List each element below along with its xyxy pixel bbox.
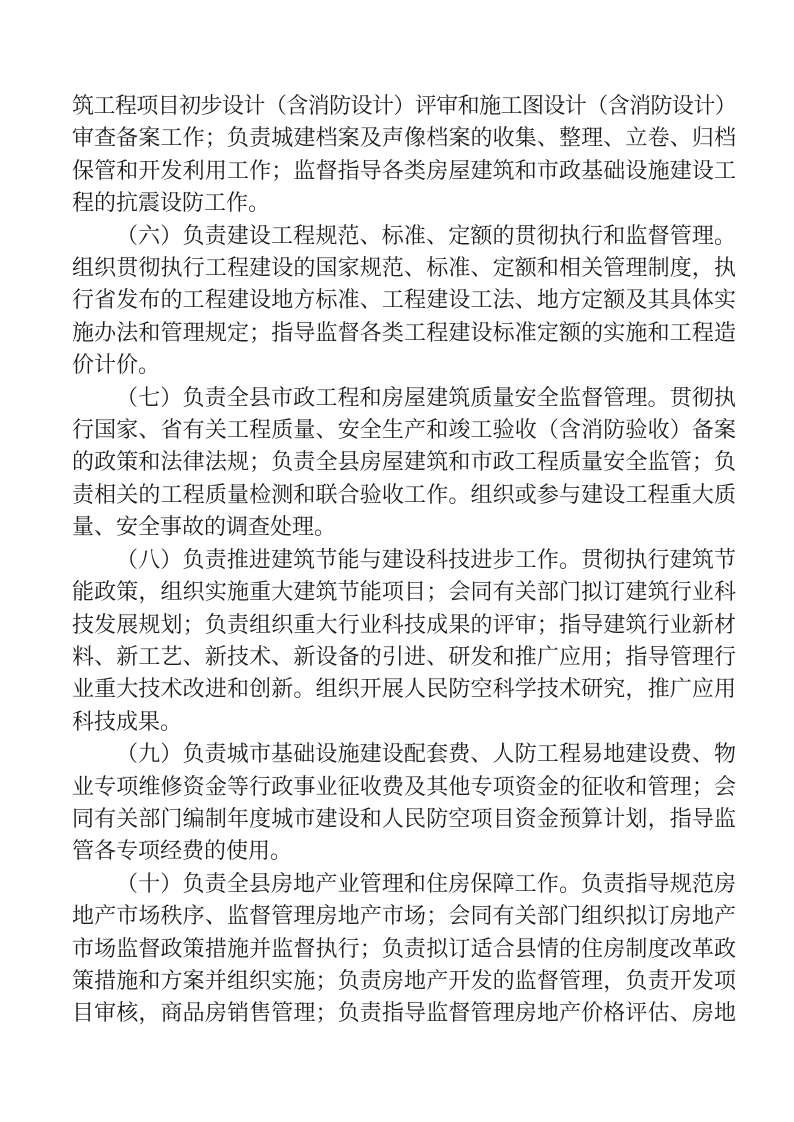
text-line: 责相关的工程质量检测和联合验收工作。组织或参与建设工程重大质 bbox=[72, 481, 736, 507]
para-continuation bbox=[72, 90, 736, 220]
text-line: 筑工程项目初步设计（含消防设计）评审和施工图设计（含消防设计） bbox=[72, 93, 736, 118]
document-body bbox=[72, 90, 736, 1030]
text-line: 目审核，商品房销售管理；负责指导监督管理房地产价格评估、房地 bbox=[72, 1000, 736, 1026]
text-line: 同有关部门编制年度城市建设和人民防空项目资金预算计划，指导监 bbox=[72, 805, 736, 831]
text-line: 行国家、省有关工程质量、安全生产和竣工验收（含消防验收）备案 bbox=[72, 417, 736, 443]
text-line: 审查备案工作；负责城建档案及声像档案的收集、整理、立卷、归档 bbox=[72, 125, 736, 151]
text-line: 量、安全事故的调查处理。 bbox=[72, 514, 337, 540]
text-line: 技发展规划；负责组织重大行业科技成果的评审；指导建筑行业新材 bbox=[72, 611, 736, 637]
text-line: 业专项维修资金等行政事业征收费及其他专项资金的征收和管理；会 bbox=[72, 773, 736, 799]
text-line: 管各专项经费的使用。 bbox=[72, 838, 293, 864]
para-item-8 bbox=[72, 544, 736, 738]
text-line: 程的抗震设防工作。 bbox=[72, 190, 271, 216]
text-line: （六）负责建设工程规范、标准、定额的贯彻执行和监督管理。 bbox=[116, 222, 736, 248]
text-line: 行省发布的工程建设地方标准、工程建设工法、地方定额及其具体实 bbox=[72, 287, 736, 313]
text-line: 施办法和管理规定；指导监督各类工程建设标准定额的实施和工程造 bbox=[72, 319, 736, 345]
text-line: 组织贯彻执行工程建设的国家规范、标准、定额和相关管理制度，执 bbox=[72, 255, 736, 281]
text-line: 能政策，组织实施重大建筑节能项目；会同有关部门拟订建筑行业科 bbox=[72, 579, 736, 605]
text-line: （七）负责全县市政工程和房屋建筑质量安全监督管理。贯彻执 bbox=[116, 384, 736, 410]
text-line: 科技成果。 bbox=[72, 708, 183, 734]
text-line: 地产市场秩序、监督管理房地产市场；会同有关部门组织拟订房地产 bbox=[72, 903, 736, 929]
para-item-7 bbox=[72, 382, 736, 544]
text-line: 业重大技术改进和创新。组织开展人民防空科学技术研究，推广应用 bbox=[72, 676, 736, 702]
text-line: 策措施和方案并组织实施；负责房地产开发的监督管理，负责开发项 bbox=[72, 967, 736, 993]
para-item-6 bbox=[72, 220, 736, 382]
text-line: 的政策和法律法规；负责全县房屋建筑和市政工程质量安全监管；负 bbox=[72, 449, 736, 475]
text-line: 料、新工艺、新技术、新设备的引进、研发和推广应用；指导管理行 bbox=[72, 643, 736, 669]
text-line: 市场监督政策措施并监督执行；负责拟订适合县情的住房制度改革政 bbox=[72, 935, 736, 961]
text-line: （八）负责推进建筑节能与建设科技进步工作。贯彻执行建筑节 bbox=[116, 546, 736, 572]
text-line: 保管和开发利用工作；监督指导各类房屋建筑和市政基础设施建设工 bbox=[72, 157, 736, 183]
text-line: （十）负责全县房地产业管理和住房保障工作。负责指导规范房 bbox=[116, 870, 736, 896]
text-line: （九）负责城市基础设施建设配套费、人防工程易地建设费、物 bbox=[116, 741, 736, 767]
para-item-9 bbox=[72, 738, 736, 868]
text-line: 价计价。 bbox=[72, 352, 161, 378]
para-item-10 bbox=[72, 868, 736, 1030]
